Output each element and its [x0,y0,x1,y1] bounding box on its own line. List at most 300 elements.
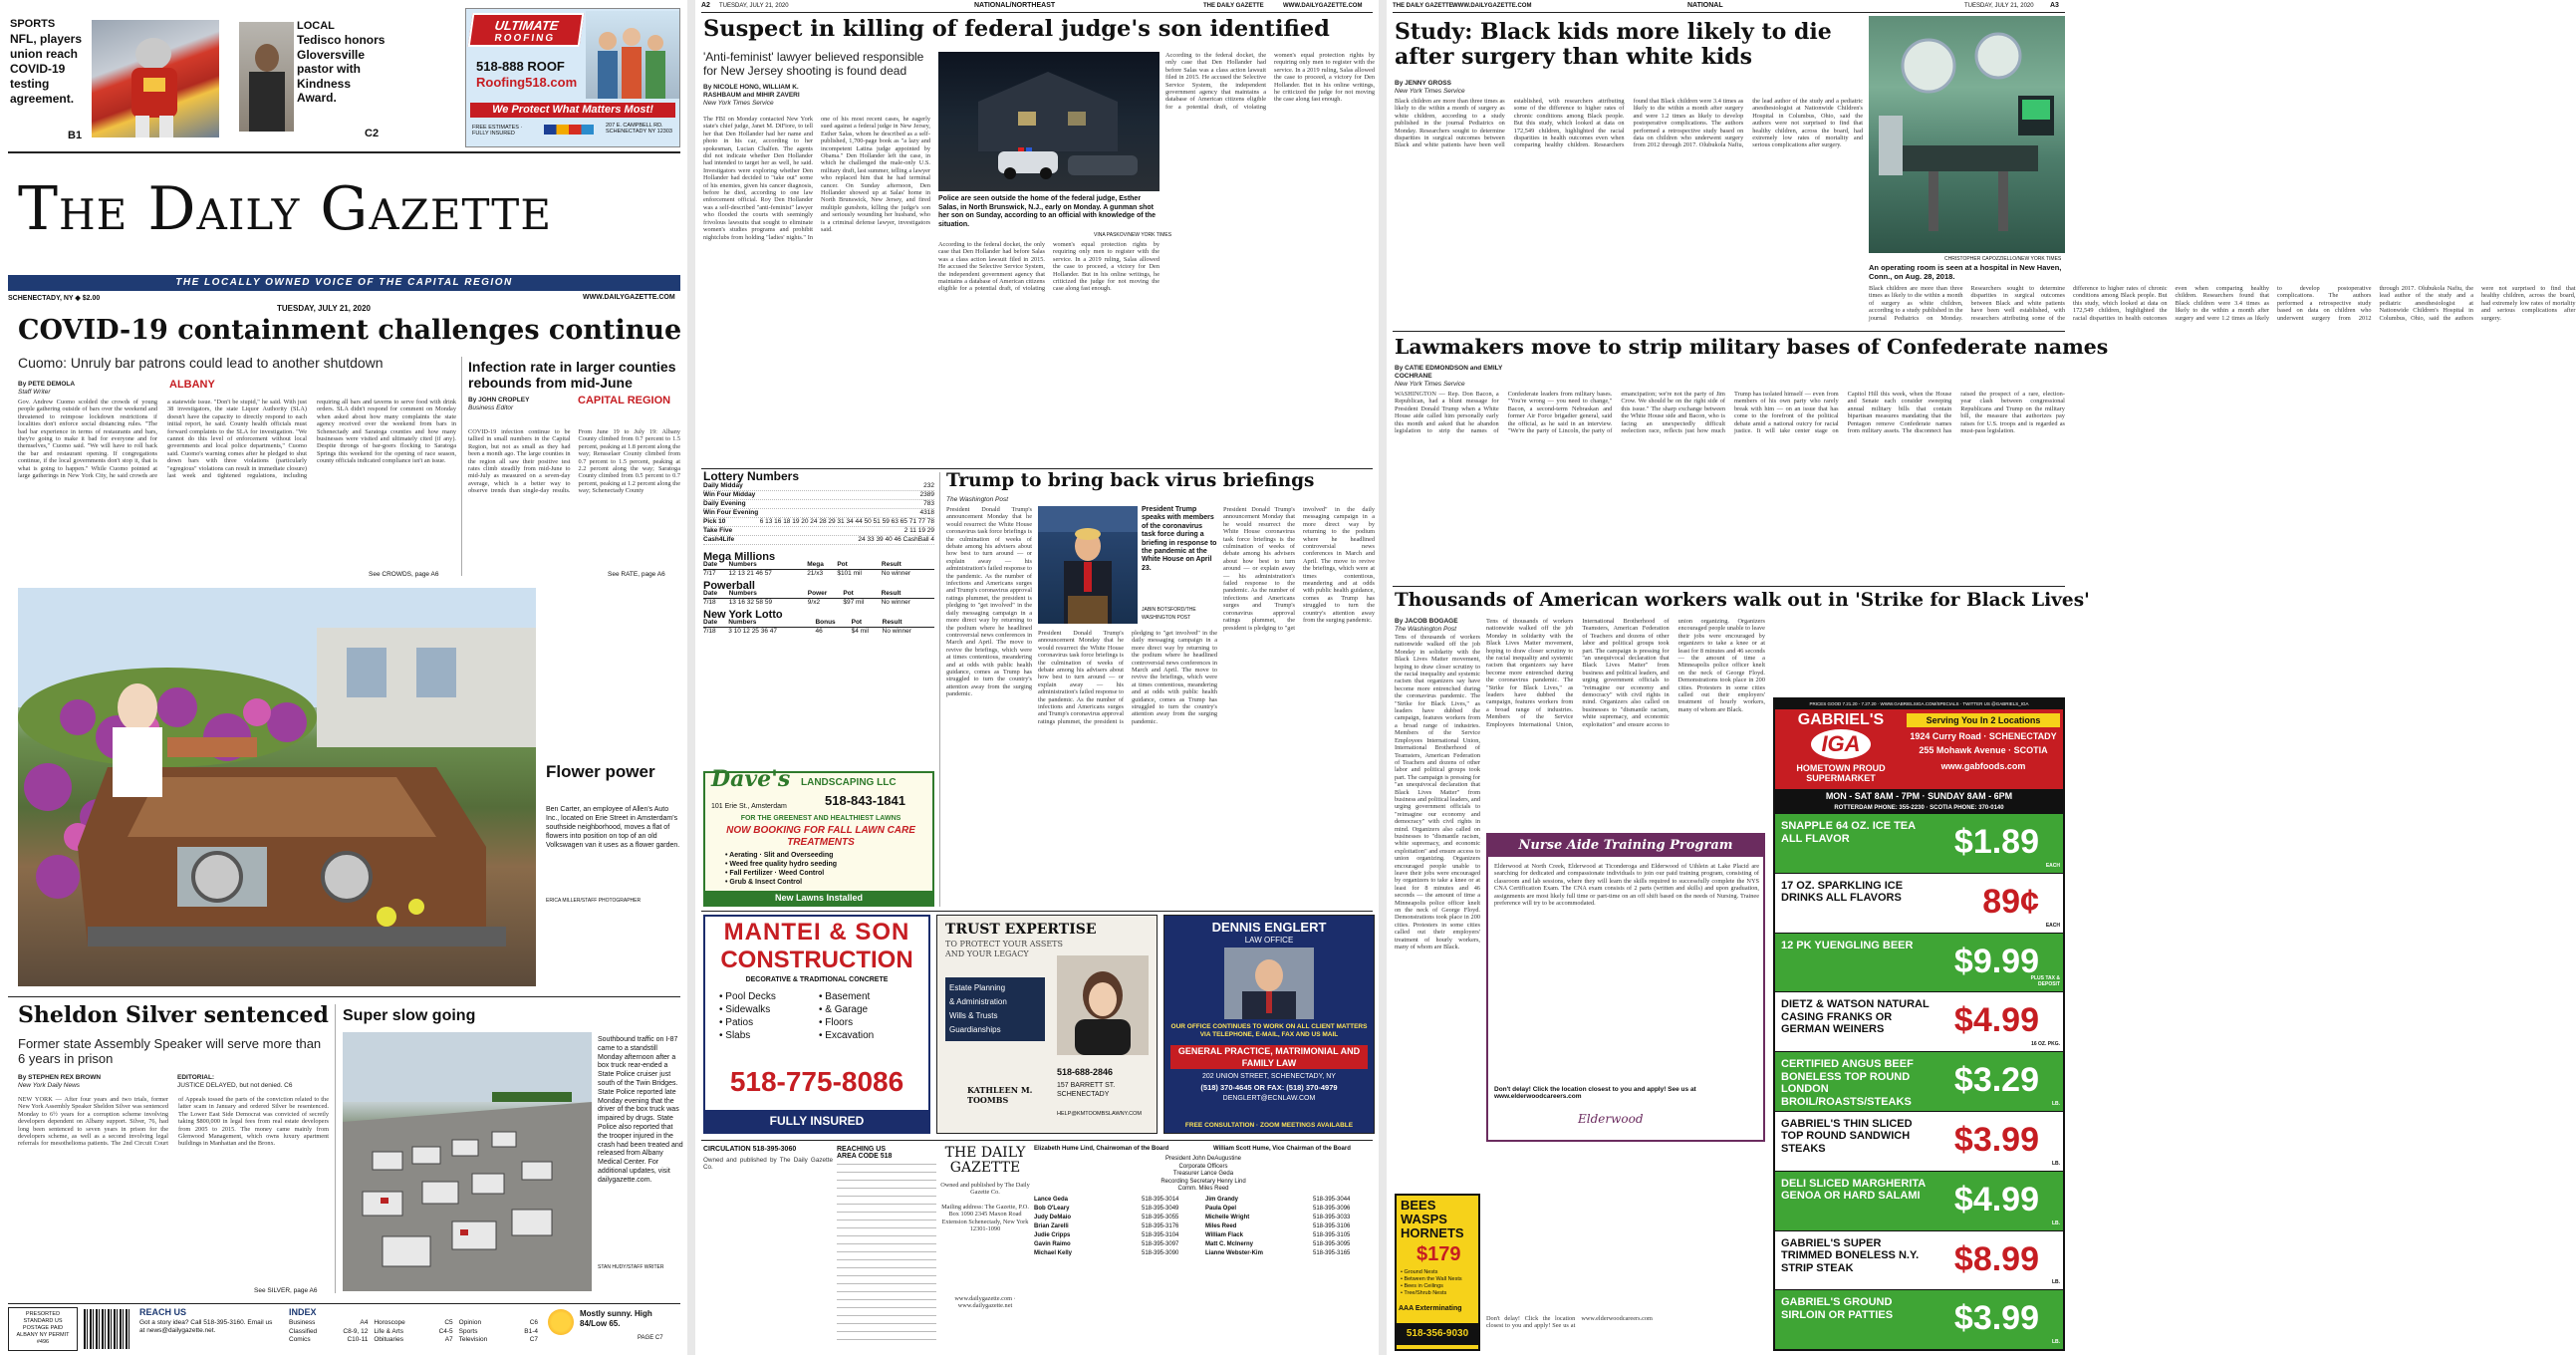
flower-van-photo[interactable] [18,588,536,986]
index-item[interactable] [374,1336,452,1345]
teaser-local[interactable] [239,8,463,142]
staff-phone: 518-395-3044 [1313,1197,1351,1203]
staff-exec: Recording Secretary Henry Lind [1160,1178,1246,1185]
trust-service: Guardianships [949,1025,1001,1034]
staff-phone: 518-395-3033 [1313,1215,1351,1220]
staff-name: Bob O'Leary [1034,1206,1070,1212]
roofing-slogan: We Protect What Matters Most! [470,103,675,118]
deal-row[interactable] [1775,1171,2063,1230]
teaser-sports[interactable] [8,8,232,142]
index-page: C8-9, 12 [343,1327,369,1335]
bees-exterminating-ad[interactable] [1395,1194,1480,1351]
index-section: Horoscope [374,1319,405,1326]
mantei-service: • Patios [719,1017,754,1028]
deal-name: GABRIEL'S SUPER TRIMMED BONELESS N.Y. STRIP STEAK [1781,1236,1920,1274]
toombs-web: HELP@KMTOOMBSLAWNY.COM [1057,1111,1142,1117]
daves-service: • Fall Fertilizer · Weed Control [725,870,825,877]
lead-body: Gov. Andrew Cuomo scolded the crowds of young people gathering outside of bars over the weekend and threatened to reimpose lockdown restrictions if localities don't enforce social distancing rules. "The bad bar experience in terms of restaurants and bars, they're going to make it bad for everyone and for themselves," Cuomo said. "We will have to roll back the bar and restaurant opening. If congregations continue, if the local governments don't stop it, that is what is going to happen." While Cuomo pointed at large gatherings in New York City, he said crowds are a statewide issue. "Don't be stupid," he said. With just 38 investigators, the state Liquor Authority (SLA) doesn't have the capacity to directly respond to each initial report, he said. County health officials must forward complaints to the SLA for investigation. "We cannot do this level of enforcement without local governments and local police departments," Cuomo said. Cuomo's warning comes after he pledged to shut down bars with three violations (particularly "egregious" violations can result in immediate closure) last week and tightened regulations, including requiring all bars and taverns to serve food with drink orders. SLA didn't respond for comment on Monday when asked about how many complaints the state agency received over the weekend from bars in Schenectady and Saratoga counties and how many businesses were visited and ultimately cited (if any). Despite throngs of bar-goers flocking to Saratoga Springs this weekend for the opening of race season, county officials indicated compliance isn't an issue. [18,399,456,480]
deal-row[interactable] [1775,1230,2063,1290]
staff-exec: Comm. Miles Reed [1177,1186,1229,1192]
lottery-game: Daily Evening [703,500,746,507]
table-header-row [703,561,934,570]
rule-top [8,151,680,153]
englert-name: DENNIS ENGLERT [1211,920,1327,935]
trump-figure [1038,506,1138,624]
deal-row[interactable] [1775,991,2063,1051]
index-section: Opinion [458,1319,482,1326]
run-paper-3: THE DAILY GAZETTE [1393,3,1453,9]
deal-unit: LB. [2051,1100,2060,1107]
trump-briefing-photo[interactable] [1038,506,1138,624]
staff-phone: 518-395-3106 [1313,1223,1351,1229]
englert-email: DENGLERT@ECNLAW.COM [1222,1095,1316,1102]
slow-credit: STAN HUDY/STAFF WRITER [598,1264,664,1270]
index-item[interactable] [289,1328,368,1337]
silver-byline [18,1074,101,1090]
silver-headline[interactable]: Sheldon Silver sentenced [18,1002,329,1028]
daves-sub: LANDSCAPING LLC [801,777,897,788]
table-header: Power [808,590,844,599]
iga-name: GABRIEL'S [1797,711,1885,728]
table-row [703,628,934,637]
deal-row[interactable] [1775,933,2063,992]
football-player-figure [92,20,219,137]
staff-name: William Flack [1205,1232,1243,1238]
judge-body: The FBI on Monday contacted New York state's chief judge, Janet M. DiFiore, to tell her that Den Hollander had her name and photo in his car, according to her spokesman, Lucian Chalfen. The agents did not indicate whether Den Hollander had intended to target her as well, he said. Investigators were exploring whether Den Hollander had decided to "take out" some of his enemies, given his cancer diagnosis, before he died, according to one law enforcement official. Roy Den Hollander was a self-described "anti-feminist" lawyer who flooded the courts with seemingly frivolous lawsuits that sought to eliminate women's studies programs and prohibit nightclubs from holding "ladies' nights." In one of his most recent cases, he eagerly sued against a federal judge in New Jersey, Esther Salas, whom he described as a self-published, 1,700-page book as "a lazy and incompetent Latina judge appointed by Obama." Den Hollander left the case, in which he challenged the male-only U.S. military draft, last summer, telling a lawyer who replaced him that he had terminal cancer. On Sunday afternoon, Den Hollander showed up at Salas' home in North Brunswick, New Jersey, and fired multiple gunshots, killing the judge's son and seriously wounding her husband, who is a criminal defense lawyer, investigators said. [703,116,930,241]
bees-t3: HORNETS [1401,1225,1464,1240]
family-figures [586,11,679,99]
judge-headline[interactable]: Suspect in killing of federal judge's son identified [703,16,1330,42]
flower-credit: ERICA MILLER/STAFF PHOTOGRAPHER [546,898,642,904]
deal-price: $8.99 [1953,1239,2039,1278]
bees-t1: BEES [1401,1198,1436,1213]
englert-sub: LAW OFFICE [1244,936,1294,945]
strike-headline[interactable]: Thousands of American workers walk out in 'Strike for Black Lives' [1395,590,2090,611]
staff-logo: THE DAILY GAZETTE [944,1145,1026,1176]
editorial-text: JUSTICE DELAYED, but not denied. C6 [177,1082,293,1089]
table-header: Date [703,561,729,570]
deal-name: DIETZ & WATSON NATURAL CASING FRANKS OR GERMAN WEINERS [1781,998,1930,1036]
staff-phone: 518-395-3049 [1142,1206,1179,1212]
power-title: Powerball [703,580,755,592]
lead-dateline: ALBANY [169,379,215,391]
confederate-byline [1395,365,1504,389]
staff-phone: 518-395-3095 [1313,1241,1351,1247]
deal-price: $9.99 [1953,942,2039,980]
iga-loc1: 1924 Curry Road · SCHENECTADY [1910,731,2057,741]
toombs-name: KATHLEEN M. TOOMBS [967,1085,1033,1105]
staff-phone: 518-395-3176 [1142,1223,1179,1229]
iga-phones: ROTTERDAM PHONE: 355-2230 · SCOTIA PHONE: 370-0140 [1775,803,2063,813]
run-date-3: TUESDAY, JULY 21, 2020 [1964,3,2034,9]
iga-home: HOMETOWN PROUD SUPERMARKET [1796,763,1886,783]
trump-headline[interactable]: Trump to bring back virus briefings [946,470,1315,491]
weather-text: Mostly sunny. High 84/Low 65. [580,1309,652,1328]
trust-sub: TO PROTECT YOUR ASSETS AND YOUR LEGACY [945,940,1063,958]
infection-jump[interactable]: See RATE, page A6 [608,571,665,578]
run-page: A2 [701,2,710,9]
bees-phone: 518-356-9030 [1397,1323,1478,1345]
slow-headline[interactable]: Super slow going [343,1007,476,1024]
deal-name: GABRIEL'S GROUND SIRLOIN OR PATTIES [1781,1296,1894,1321]
table-header: Date [703,590,729,599]
judge-home-photo[interactable] [938,52,1159,191]
circ-body: Owned and published by The Daily Gazette Co. [703,1157,833,1172]
iga-hours: MON - SAT 8AM - 7PM · SUNDAY 8AM - 6PM [1775,789,2063,803]
ultimate-roofing-ad[interactable] [465,8,680,147]
staff-name: Miles Reed [1205,1223,1237,1229]
englert-note: OUR OFFICE CONTINUES TO WORK ON ALL CLIENT MATTERS VIA TELEPHONE, E-MAIL, FAX AND US MAIL [1170,1023,1368,1038]
deal-unit: EACH [2045,862,2060,869]
index-item[interactable] [459,1328,538,1337]
index-item[interactable] [374,1328,452,1337]
strike-byline-name: By JACOB BOGAGE [1395,618,1458,625]
toombs-addr: 157 BARRETT ST. SCHENECTADY [1057,1082,1116,1098]
deal-name: GABRIEL'S THIN SLICED TOP ROUND SANDWICH STEAKS [1781,1117,1913,1155]
trump-byline [946,496,1008,504]
confederate-byline-name: By CATIE EDMONDSON and EMILY COCHRANE [1395,365,1503,380]
iga-loc2: 255 Mohawk Avenue · SCOTIA [1919,745,2048,755]
masthead[interactable]: The Daily Gazette [18,174,552,244]
rule-3a [1393,331,2065,332]
confederate-headline[interactable]: Lawmakers move to strip military bases of Confederate names [1395,335,2109,359]
table-cell: No winner [882,628,911,635]
deal-unit: LB. [2051,1220,2060,1226]
lottery-title: Lottery Numbers [703,469,800,483]
daves-service: • Grub & Insect Control [725,879,803,886]
iga-top: PRICES GOOD 7.21.20 - 7.27.20 · WWW.GABRIELSIGA.COM/SPECIALS · TWITTER US @GABRIELS_IGA [1775,699,2063,709]
editorial-note[interactable] [177,1074,327,1090]
teaser-sports-text: NFL, players union reach COVID-19 testing agreement. [10,32,83,106]
page-a2 [695,0,1379,1355]
deal-unit: LB. [2051,1160,2060,1167]
silver-byline-role: New York Daily News [18,1082,81,1089]
mantei-service: • Basement [819,991,871,1002]
trump-body-2: President Donald Trump's announcement Monday that he would resurrect the White House coronavirus task force briefings is the culmination of weeks of debate among his advisers about how best to turn around — or explain away — his administration's failed response to the pandemic. As the number of infections and Americans surges and Trump's coronavirus approval ratings plummet, the president is pledging to "get involved" in the daily messaging campaign in a more direct way by returning to the podium where he headlined controversial news conferences in March and April. The move to revive the briefings, which were at times contentious, meandering and at odds with public health guidance, comes as Trump has struggled to turn the country's attention away from the surging pandemic. [1038,630,1217,725]
slow-caption: Southbound traffic on I-87 came to a standstill Monday afternoon after a box truck rear-ended a State Police cruiser just south of the Twin Bridges. State Police reported late Monday evening that the driver of the box truck was impaired by drugs. State Police also reported that the trooper injured in the crash had been treated and released from Albany Medical Center. For additional updates, visit dailygazette.com. [598,1036,683,1184]
table-cell: No winner [881,570,911,577]
lottery-numbers: 6 13 16 18 19 20 24 28 29 31 34 44 50 51 59 63 65 71 77 78 [759,518,934,525]
nurse-contact[interactable]: Don't delay! Click the location closest to you and apply! See us at www.elderwoodcareers.com [1494,1086,1696,1100]
deal-row[interactable] [1775,1111,2063,1171]
silver-body: NEW YORK — After four years and two trials, former New York Assembly Speaker Sheldon Silver was sentenced Monday to 6½ years for a corruption scheme involving developers dependent on Albany support. Silver, 76, had long been sentenced to seven years in prison for the developers scheme, as well as a second involving legal referrals for mesothelioma patients. The 2nd Circuit Court of Appeals tossed the parts of the conviction related to the latter scam in January and ordered Silver be resentenced. The Lower East Side Democrat was convicted of secretly taking $800,000 in legal fees from real estate developers from 2005 to 2015. The money came mainly from Glenwood Management, which owns luxury apartment buildings in Manhattan and the Bronx. [18,1096,329,1148]
roofing-brand2: ROOFING [493,33,556,44]
englert-figure [1224,948,1314,1019]
staff-phone: 518-395-3096 [1313,1206,1351,1212]
table-row [703,599,934,608]
teaser-local-ref: C2 [365,128,380,139]
staff-chair2: William Scott Hume, Vice Chairman of the Board [1213,1146,1351,1152]
table-cell: 12 13 21 46 57 [728,570,772,577]
table-header-row [703,619,934,628]
judge-deck: 'Anti-feminist' lawyer believed responsible for New Jersey shooting is found dead [703,50,924,78]
lottery-row [703,518,934,527]
deal-row[interactable] [1775,1289,2063,1349]
sun-icon [548,1309,574,1335]
table-cell: 13 16 32 58 59 [728,599,773,606]
pastor-photo [239,22,294,132]
postage-box: PRESORTED STANDARD US POSTAGE PAID ALBANY NY PERMIT #496 [8,1307,78,1351]
infection-body: COVID-19 infection continue to be tallied in small numbers in the Capital Region, but not as small as they had been a month ago. The large counties in the region all saw their positive test rates climb steadily from mid-June to mid-July as measured on a seven-day average, which is a better way to observe trends than single-day results. From June 19 to July 19: Albany County climbed from 0.7 percent to 1.5 percent, peaking at 1.8 percent along the way; Rensselaer County climbed from 0.7 percent to 1.5 percent, peaking at 2.2 percent along the way; Saratoga County climbed from 0.5 percent to 0.7 percent, peaking at 1.2 percent along the way; Schenectady County [468,428,680,495]
lead-headline[interactable]: COVID-19 containment challenges continue [18,315,682,346]
deal-name: DELI SLICED MARGHERITA GENOA OR HARD SALAMI [1781,1177,1926,1203]
mantei-service: • Floors [819,1017,854,1028]
table-header: Result [882,561,934,570]
reach-us-text[interactable]: Got a story idea? Call 518-395-3160. Email us at news@dailygazette.net. [139,1319,273,1334]
editorial-label: EDITORIAL: [177,1074,215,1081]
circulation-block [703,1146,833,1346]
teaser-local-text: Tedisco honors Gloversville pastor with Kindness Award. [297,33,386,105]
index-page: C5 [444,1319,453,1326]
lottery-row [703,527,934,536]
staff-name: Michelle Wright [1205,1215,1250,1220]
study-byline-role: New York Times Service [1395,88,1465,95]
daves-phone: 518-843-1841 [825,793,905,808]
lottery-numbers: 783 [923,500,934,507]
staff-phone: 518-395-3090 [1142,1250,1179,1256]
trust-service: Wills & Trusts [949,1011,998,1020]
table-header-row [703,590,934,599]
flower-caption: Ben Carter, an employee of Allen's Auto Inc., located on Erie Street in Amsterdam's southside neighborhood, moves a flat of flowers into position on top of an old Volkswagen van it uses as a flower garden. [546,806,680,849]
staff-name: Matt C. McInerny [1205,1241,1254,1247]
englert-practice: GENERAL PRACTICE, MATRIMONIAL AND FAMILY LAW [1170,1045,1368,1069]
power-table [703,590,934,607]
staff-name: Lance Geda [1034,1197,1069,1203]
index-item[interactable] [289,1319,368,1328]
mantei-foot: FULLY INSURED [705,1110,928,1132]
toombs-phone: 518-688-2846 [1057,1067,1114,1077]
dateline-left: SCHENECTADY, NY ◆ $2.00 [8,295,101,302]
mantei-construction-ad[interactable] [703,915,930,1134]
daves-book: NOW BOOKING FOR FALL LAWN CARE TREATMENTS [726,825,915,848]
roofing-phone: 518-888 ROOF [476,59,565,74]
staff-phone: 518-395-3105 [1313,1232,1351,1238]
table-header: Numbers [729,561,808,570]
table-cell: No winner [881,599,910,606]
index-page: C10-11 [347,1336,369,1343]
index-section: Comics [289,1336,311,1343]
deal-unit: 16 OZ. PKG. [2031,1041,2060,1048]
iga-web[interactable]: www.gabfoods.com [1940,761,2026,771]
confederate-body: WASHINGTON — Rep. Don Bacon, a Republican, had a blunt message for President Donald Trump when a White House aide called him personally early this month and asked that he abandon legislation to strip the names of Confederate leaders from military bases. "You're wrong — you need to change," Bacon, a second-term Nebraskan and former Air Force brigadier general, said the official, as he said in an interview. "We're the party of Lincoln, the party of emancipation; we're not the party of Jim Crow. We should be on the right side of this issue." The sharp exchange between the White House side and Bacon, who is facing an unexpectedly difficult reelection race, reflects just how much Trump has isolated himself — even from members of his own party who rarely break with him — on an issue that has come to the forefront of the political debate amid a national outcry for racial justice. It will take center stage on Capitol Hill this week, when the House and Senate each consider sweeping annual military bills that contain bipartisan measures mandating that the Pentagon remove Confederate names from military assets. The disconnect has raised the prospect of a rare, election-year clash between congressional Republicans and Trump on the military bill, the measure that authorizes pay raises for U.S. troops and is regarded as must-pass legislation. [1395,391,2065,435]
index-list [289,1319,538,1345]
lottery-box [703,469,934,907]
daves-slogan: FOR THE GREENEST AND HEALTHIEST LAWNS [740,815,902,822]
lead-jump[interactable]: See CROWDS, page A6 [369,571,439,578]
staff-name: Michael Kelly [1034,1250,1073,1256]
roofing-brand: ULTIMATE [493,18,560,33]
study-body: Black children are more than three times as likely to die within a month of surgery as white children, according to a study published in the journal Pediatrics on Monday. Researchers sought to determine disparities in surgical outcomes between Black and white patients have been well established, with researchers attributing some of the difference to higher rates of chronic conditions among Black people. But this study, which looked at data on 172,549 children, highlighted the racial disparities in health outcomes even when comparing healthy children. Researchers found that Black children were 3.4 times as likely to die within a month after surgery and were 1.2 times as likely to develop postoperative complications. The authors performed a retrospective study based on data on children who underwent surgery from 2012 through 2017. Olubukola Nafiu, the lead author of the study and a pediatric anesthesiologist at Nationwide Children's Hospital in Columbus, Ohio, said the authors were not surprised to find that healthy children, across the board, had extremely low rates of mortality and serious complications after surgery. [1395,98,1863,149]
tagline-bar [8,275,680,291]
page-a3 [1387,0,2576,1355]
deal-name: SNAPPLE 64 OZ. ICE TEA ALL FLAVOR [1781,820,1916,845]
daves-landscaping-ad[interactable] [703,766,934,907]
index-section: Life & Arts [374,1327,403,1335]
mega-title: Mega Millions [703,551,776,563]
pastor-figure [239,22,294,132]
judge-body-2: According to the federal docket, the only case that Den Hollander had before Salas was a class action lawsuit filed in 2015. He accused the Selective Service System, the independent government agency that maintains a database of American citizens eligible for a potential draft, of violating women's equal protection rights by requiring only men to register with the service. In a 2019 ruling, Salas allowed the case to proceed, a victory for Den Hollander. But in his online writings, he criticized the judge for not moving the case along fast enough. [938,241,1159,293]
table-header: Pot [837,561,882,570]
table-header: Bonus [815,619,851,628]
mantei-service: • Sidewalks [719,1004,771,1015]
englert-addr: 202 UNION STREET, SCHENECTADY, NY [1202,1073,1336,1080]
rule-c [701,911,1373,912]
deal-unit: EACH [2045,922,2060,929]
trust-head: TRUST EXPERTISE [945,922,1097,938]
daves-addr: 101 Erie St., Amsterdam [711,803,787,810]
deal-row[interactable] [1775,873,2063,933]
staff-exec: Treasurer Lance Geda [1172,1171,1234,1177]
staff-list [1034,1196,1373,1258]
staff-phone: 518-395-3055 [1142,1215,1179,1220]
lottery-rows [703,482,934,545]
table-row [703,570,934,579]
run-url: WWW.DAILYGAZETTE.COM [1283,3,1363,9]
toombs-law-ad[interactable] [936,915,1158,1134]
lottery-numbers: 4318 [919,509,934,516]
barcode [84,1309,129,1349]
study-caption-credit: CHRISTOPHER CAPOZZIELLO/NEW YORK TIMES [1944,256,2062,262]
table-header: Result [883,619,934,628]
rule-b [939,472,940,907]
iga-header [1775,709,2063,789]
run-date: TUESDAY, JULY 21, 2020 [719,3,789,9]
staff-name: Paula Opel [1205,1206,1237,1212]
index-section: Business [289,1319,316,1326]
englert-law-ad[interactable] [1163,915,1375,1134]
table-cell: $4 mil [851,628,869,635]
traffic-photo[interactable] [343,1032,592,1291]
trust-service: & Administration [949,997,1007,1006]
gabriels-iga-ad[interactable] [1773,697,2065,1351]
nurse-aide-ad[interactable] [1486,833,1765,1142]
nurse-footer-addresses: Don't delay! Click the location closest to you and apply! See us at www.elderwoodcareers.com [1486,1315,1653,1330]
rule-bottom [8,1303,680,1304]
reach-us-label: REACH US [139,1307,187,1317]
operating-room-photo[interactable] [1869,16,2065,253]
index-item[interactable] [459,1336,538,1345]
lottery-game: Take Five [703,527,733,534]
lottery-numbers: 2 11 19 29 [903,527,934,534]
index-page: C7 [529,1336,538,1343]
silver-byline-name: By STEPHEN REX BROWN [18,1074,102,1081]
study-body-2: Black children are more than three times as likely to die within a month of surgery as white children, according to a study published in the journal Pediatrics on Monday. Researchers sought to determine disparities in surgical outcomes between Black and white patients have been well established, with researchers attributing some of the difference to higher rates of chronic conditions among Black people. But this study, which looked at data on 172,549 children, highlighted the racial disparities in health outcomes even when comparing healthy children. Researchers found that Black children were 3.4 times as likely to die within a month after surgery and were 1.2 times as likely to develop postoperative complications. The authors performed a retrospective study based on data on children who underwent surgery from 2012 through 2017. Olubukola Nafiu, the lead author of the study and a pediatric anesthesiologist at Nationwide Children's Hospital in Columbus, Ohio, said the authors were not surprised to find that healthy children, across the board, had extremely low rates of mortality and serious complications after surgery. [1869,285,2576,322]
daves-foot: New Lawns Installed [705,891,932,905]
lead-byline [18,381,75,397]
daves-service: • Weed free quality hydro seeding [725,861,838,868]
deal-price: $3.99 [1953,1299,2039,1338]
staff-name: Gavin Raimo [1034,1241,1071,1247]
reach-code: AREA CODE 518 [837,1153,893,1160]
lead-deck: Cuomo: Unruly bar patrons could lead to another shutdown [18,355,384,371]
trump-caption: President Trump speaks with members of the coronavirus task force during a briefing in response to the pandemic at the White House on April 23. [1142,506,1217,572]
bees-price: $179 [1417,1243,1461,1265]
index-page: A7 [444,1336,453,1343]
lottery-game: Daily Midday [703,482,743,489]
trust-service: Estate Planning [949,983,1006,992]
deal-row[interactable] [1775,1051,2063,1111]
deal-price: $4.99 [1953,1180,2039,1219]
mantei-service: • Slabs [719,1030,751,1041]
trump-credit: JABIN BOTSFORD/THE WASHINGTON POST [1142,607,1196,621]
run-section: NATIONAL/NORTHEAST [974,2,1056,9]
staff-phone: 518-395-3097 [1142,1241,1179,1247]
daves-service: • Aerating · Slit and Overseeding [725,852,834,859]
deal-row[interactable] [1775,813,2063,873]
iga-logo: IGA [1811,729,1871,759]
gutter-2 [1379,0,1387,1355]
lottery-numbers: 24 33 39 40 46 CashBall 4 [858,536,934,543]
table-cell: $97 mil [843,599,865,606]
lottery-game: Cash4Life [703,536,735,543]
reach-label: REACHING US [837,1146,887,1153]
strike-byline [1395,618,1458,634]
table-cell: 7/17 [703,570,716,577]
trump-body-3: President Donald Trump's announcement Monday that he would resurrect the White House coronavirus task force briefings is the culmination of weeks of debate among his advisers about how best to turn around — or explain away — his administration's failed response to the pandemic. As the number of infections and Americans surges and Trump's coronavirus approval ratings plummet, the president is pledging to "get involved" in the daily messaging campaign in a more direct way by returning to the podium where he headlined controversial news conferences in March and April. The move to revive the briefings, which were at times contentious, meandering and at odds with public health guidance, comes as Trump has struggled to turn the country's attention away from the surging pandemic. [1223,506,1375,632]
index-item[interactable] [459,1319,538,1328]
dateline-right[interactable]: WWW.DAILYGAZETTE.COM [583,294,675,301]
deal-name: 17 OZ. SPARKLING ICE DRINKS ALL FLAVORS [1781,879,1904,905]
staff-web[interactable]: www.dailygazette.com · www.dailygazette.net [954,1295,1016,1310]
teaser-sports-ref: B1 [68,130,83,141]
lottery-row [703,536,934,545]
infection-headline[interactable]: Infection rate in larger counties rebounds from mid-June [468,359,676,391]
deal-price: $4.99 [1953,1001,2039,1040]
judge-byline-name: By NICOLE HONG, WILLIAM K. RASHBAUM and MIHIR ZAVERI [703,84,800,99]
mantei-service: • Excavation [819,1030,875,1041]
study-byline [1395,80,1465,96]
weather-ref[interactable]: PAGE C7 [638,1335,663,1341]
infection-byline-role: Business Editor [468,405,514,411]
deal-price: $3.99 [1953,1120,2039,1159]
rule-3b [1393,586,2065,587]
lead-byline-role: Staff Writer [18,389,51,396]
englert-foot: FREE CONSULTATION · ZOOM MEETINGS AVAILABLE [1184,1122,1354,1129]
index-section: Obituaries [374,1336,403,1343]
staff-exec: President John DeAugustine [1164,1156,1242,1162]
staff-execs [1034,1156,1373,1194]
silver-jump[interactable]: See SILVER, page A6 [254,1287,318,1294]
bees-company: AAA Exterminating [1399,1305,1462,1312]
index-item[interactable] [374,1319,452,1328]
lottery-row [703,500,934,509]
deal-price: $3.29 [1953,1061,2039,1100]
daves-services-list [725,851,837,887]
table-header: Numbers [728,619,815,628]
study-headline[interactable]: Study: Black kids more likely to die after surgery than white kids [1395,19,1832,70]
staff-name: Lianne Webster-Kim [1205,1250,1263,1256]
index-section: Television [458,1336,488,1343]
deal-price: 89¢ [1982,882,2039,921]
lottery-row [703,509,934,518]
index-item[interactable] [289,1336,368,1345]
silver-deck: Former state Assembly Speaker will serve more than 6 years in prison [18,1036,322,1066]
family-photo [586,11,679,99]
staff-name: Judie Cripps [1034,1232,1071,1238]
table-header: Pot [843,590,881,599]
table-cell: 46 [815,628,823,635]
index-page: C6 [529,1319,538,1326]
staff-exec: Corporate Officers [1178,1163,1228,1170]
judge-body-3: According to the federal docket, the only case that Den Hollander had before Salas was a class action lawsuit filed in 2015. He accused the Selective Service System, the independent government agency that maintains a database of American citizens eligible for a potential draft, of violating women's equal protection rights by requiring only men to register with the service. In a 2019 ruling, Salas allowed the case to proceed, a victory for Den Hollander. But in his online writings, he criticized the judge for not moving the case along fast enough. [1165,52,1375,111]
flower-headline[interactable]: Flower power [546,762,655,781]
index-label: INDEX [289,1307,317,1317]
strike-body: Tens of thousands of workers nationwide walked off the job Monday in solidarity with the Black Lives Matter movement, hoping to draw closer scrutiny to the racial inequality and systemic racism that organizers say have become more entrenched during the coronavirus pandemic. The "Strike for Black Lives," as leaders have dubbed the campaign, features workers from a broad range of industries. Members of the Service Employees International Union, International Brotherhood of Teamsters, American Federation of Teachers and dozens of other labor and political groups took part. The campaign is pressing for "an unequivocal declaration that Black Lives Matter" from business and political leaders, and urging government officials to "reimagine our economy and democracy" with civil rights in mind. Organizers also called on businesses to "dismantle racism, white supremacy, and economic exploitation" and ensure access to union organizing. Organizers encouraged people unable to leave their jobs were encouraged by organizers to take a knee or at least for 8 minutes and 46 seconds — the amount of time a Minneapolis police officer knelt on the neck of George Floyd. Demonstrations took place in 200 cities. Protesters in some cities called out their employers' treatment of hourly workers, many of whom are Black. [1395,634,1480,951]
judge-byline [703,84,823,108]
run-rule [701,12,1373,13]
lottery-game: Pick 10 [703,518,726,525]
englert-portrait [1224,948,1314,1019]
